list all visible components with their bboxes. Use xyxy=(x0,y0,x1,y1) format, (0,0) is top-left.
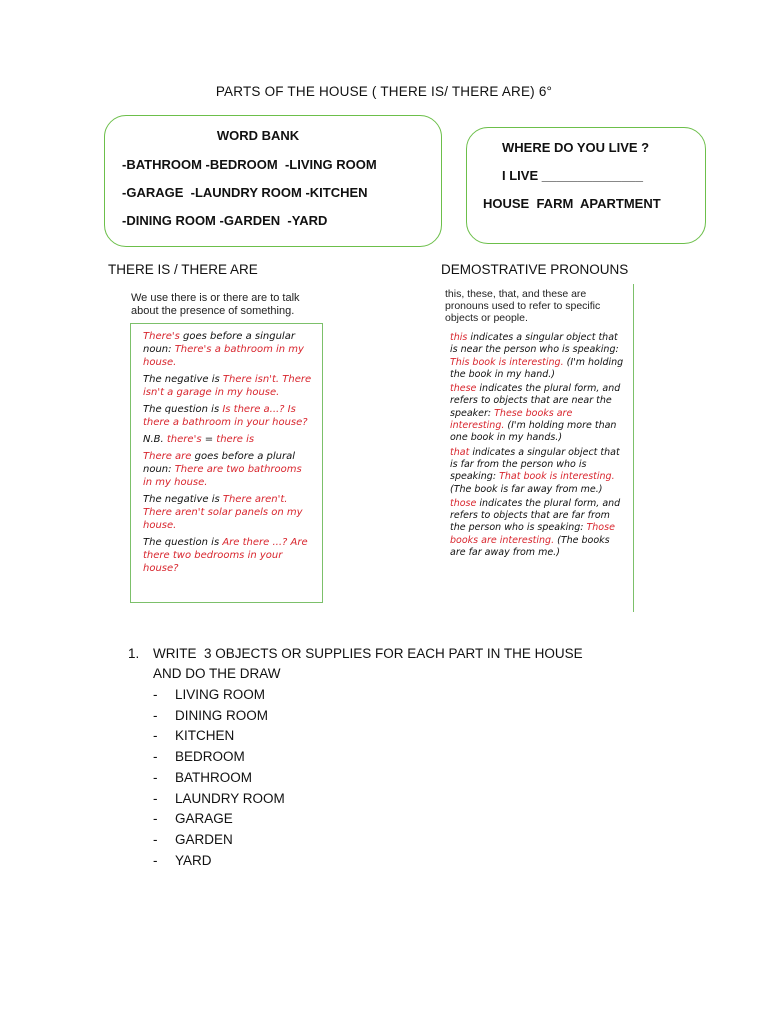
demonstrative-heading: DEMOSTRATIVE PRONOUNS xyxy=(441,262,629,277)
pronoun-word: that xyxy=(450,446,470,458)
rule-text: (The books are far away from me.) xyxy=(450,534,610,559)
pronoun-rule xyxy=(450,332,626,381)
rule-example: Those books are interesting. xyxy=(450,522,615,546)
pronoun-word: this xyxy=(450,332,468,343)
list-item-label: LAUNDRY ROOM xyxy=(175,790,285,806)
list-item-label: KITCHEN xyxy=(175,728,235,744)
demonstrative-panel xyxy=(441,284,634,612)
pronoun-word: these xyxy=(450,383,477,395)
rule-text: (I'm holding the book in my hand.) xyxy=(450,356,624,380)
bullet-dash: - xyxy=(153,790,158,806)
word-bank-line: -GARAGE -LAUNDRY ROOM -KITCHEN xyxy=(122,185,368,200)
rule-text: indicates a singular object that is far from the person who is speaking: xyxy=(450,446,620,483)
grammar-rule xyxy=(143,493,314,532)
word-bank-heading: WORD BANK xyxy=(216,128,300,143)
rule-text: goes before a singular noun: xyxy=(143,331,295,355)
bullet-dash: - xyxy=(153,852,158,868)
there-is-intro xyxy=(131,292,331,318)
rule-example: There are two bathrooms in my house. xyxy=(143,464,302,488)
intro-line: about the presence of something. xyxy=(131,305,295,317)
rule-example: Are there ...? Are there two bedrooms in your house? xyxy=(143,537,308,574)
pronoun-rule xyxy=(450,498,626,559)
rule-text: The negative is xyxy=(143,374,223,385)
there-is-paragraphs xyxy=(143,330,314,575)
page-title: PARTS OF THE HOUSE ( THERE IS/ THERE ARE) 6° xyxy=(215,84,553,99)
exercise-instruction: WRITE 3 OBJECTS OR SUPPLIES FOR EACH PART IN THE HOUSE xyxy=(153,646,583,661)
bullet-dash: - xyxy=(153,749,158,765)
rule-example: That book is interesting. xyxy=(499,471,615,483)
there-is-panel xyxy=(130,323,323,603)
grammar-rule xyxy=(143,433,314,446)
list-item-label: DINING ROOM xyxy=(175,707,268,723)
bullet-dash: - xyxy=(153,728,158,744)
pronoun-word: those xyxy=(450,497,477,509)
list-item-label: LIVING ROOM xyxy=(175,687,266,702)
list-item-label: BEDROOM xyxy=(175,749,245,765)
where-live-options: HOUSE FARM APARTMENT xyxy=(483,196,661,211)
rule-example: There are xyxy=(143,451,192,462)
bullet-dash: - xyxy=(153,769,158,785)
pronoun-rule xyxy=(450,447,626,496)
intro-line: objects or people. xyxy=(445,312,528,324)
bullet-dash: - xyxy=(153,831,158,847)
grammar-rule xyxy=(143,403,314,429)
rule-text: The question is xyxy=(143,537,223,548)
rule-example: there's xyxy=(166,434,202,445)
exercise-number: 1. xyxy=(128,646,140,661)
bullet-dash: - xyxy=(153,811,158,827)
rule-example: there is xyxy=(216,434,255,445)
rule-text: goes before a plural noun: xyxy=(143,451,295,475)
grammar-rule xyxy=(143,373,314,399)
demonstrative-paragraphs xyxy=(450,332,626,561)
rule-example: These books are interesting. xyxy=(450,407,573,432)
word-bank-line: -BATHROOM -BEDROOM -LIVING ROOM xyxy=(122,157,377,172)
where-live-question: WHERE DO YOU LIVE ? xyxy=(502,140,650,155)
word-bank-box xyxy=(104,115,442,247)
grammar-rule xyxy=(143,536,314,575)
intro-line: We use there is or there are to talk xyxy=(131,292,300,304)
bullet-dash: - xyxy=(153,707,158,723)
rule-example: There aren't. There aren't solar panels on my house. xyxy=(143,494,303,531)
demonstrative-intro xyxy=(441,284,633,324)
pronoun-rule xyxy=(450,383,626,444)
word-bank-line: -DINING ROOM -GARDEN -YARD xyxy=(122,213,328,228)
there-is-heading: THERE IS / THERE ARE xyxy=(108,262,258,277)
list-item-label: GARAGE xyxy=(175,811,233,827)
rule-example: Is there a...? Is there a bathroom in your house? xyxy=(143,404,308,428)
where-live-answer-line: I LIVE ______________ xyxy=(502,168,643,183)
grammar-rule xyxy=(143,450,314,489)
list-item-label: BATHROOM xyxy=(175,769,252,785)
intro-line: this, these, that, and these are xyxy=(445,288,587,300)
rule-example: This book is interesting. xyxy=(450,356,564,368)
list-item-label: GARDEN xyxy=(175,831,233,847)
rule-text: = xyxy=(201,434,217,445)
rule-text: indicates the plural form, and refers to objects that are far from the person who is speaking: xyxy=(450,497,621,534)
rule-text: The negative is xyxy=(143,494,223,505)
exercise-instruction: AND DO THE DRAW xyxy=(153,666,281,681)
where-live-box xyxy=(466,127,706,244)
grammar-rule xyxy=(143,330,314,369)
rule-text: The question is xyxy=(143,404,223,415)
rule-example: There's xyxy=(143,331,180,342)
list-item-label: YARD xyxy=(175,852,212,868)
rule-text: (I'm holding more than one book in my hands.) xyxy=(450,420,617,444)
rule-example: There isn't. There isn't a garage in my house. xyxy=(143,374,312,398)
rule-text: indicates the plural form, and refers to objects that are near the speaker: xyxy=(450,383,621,419)
intro-line: pronouns used to refer to specific xyxy=(445,300,601,312)
rule-text: (The book is far away from me.) xyxy=(450,483,603,495)
rule-example: There's a bathroom in my house. xyxy=(143,344,304,368)
rule-text: indicates a singular object that is near the person who is speaking: xyxy=(450,332,619,356)
bullet-dash: - xyxy=(153,687,158,702)
rule-text: N.B. xyxy=(143,434,167,445)
